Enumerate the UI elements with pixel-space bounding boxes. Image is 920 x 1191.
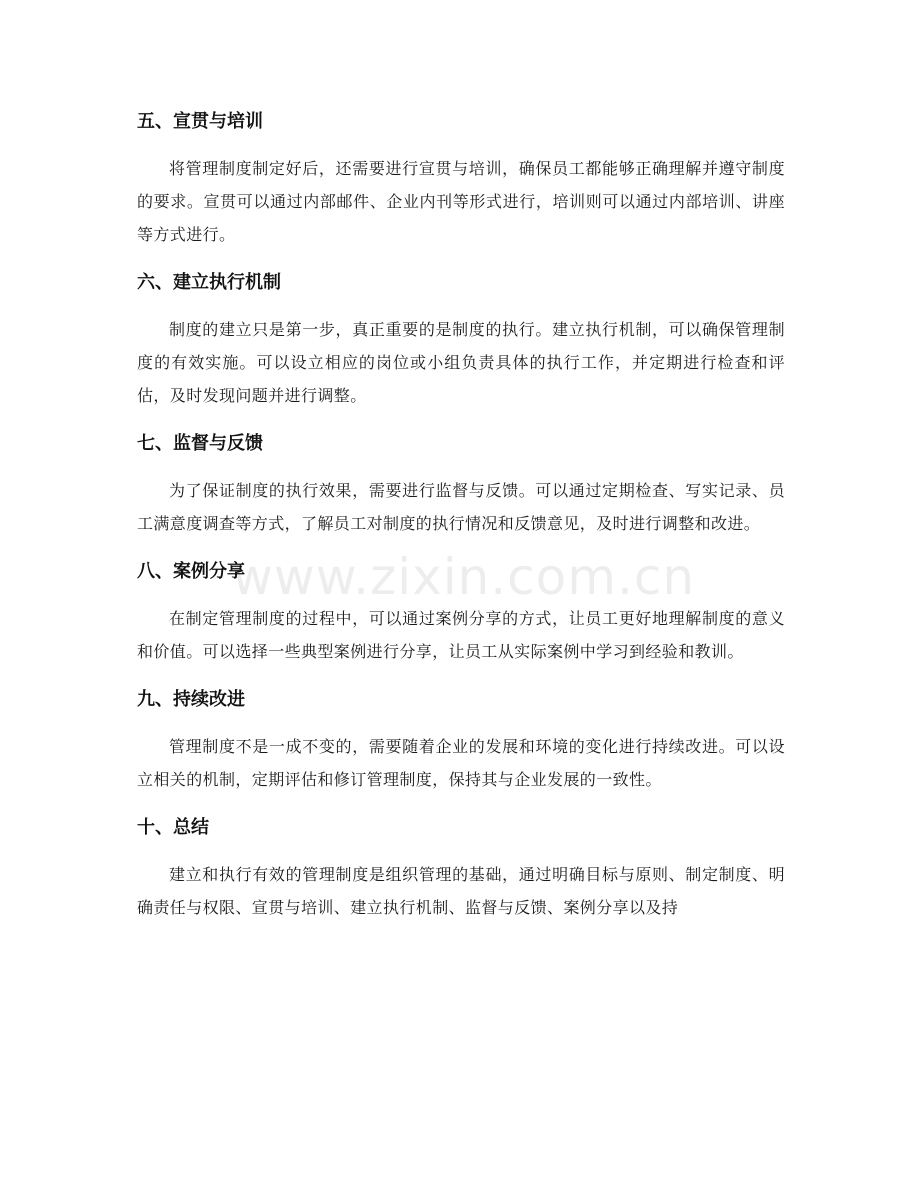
section-paragraph: 为了保证制度的执行效果，需要进行监督与反馈。可以通过定期检查、写实记录、员工满意度调查等方式，了解员工对制度的执行情况和反馈意见，及时进行调整和改进。 — [137, 481, 785, 533]
section-heading: 七、监督与反馈 — [137, 433, 263, 454]
section-case-sharing — [137, 554, 785, 668]
watermark: www.zixin.com.cn — [232, 548, 696, 606]
section-heading: 五、宣贯与培训 — [137, 111, 263, 132]
section-summary — [137, 810, 785, 924]
section-heading: 十、总结 — [137, 817, 209, 838]
section-paragraph: 制度的建立只是第一步，真正重要的是制度的执行。建立执行机制，可以确保管理制度的有效实施。可以设立相应的岗位或小组负责具体的执行工作，并定期进行检查和评估，及时发现问题并进行调整。 — [137, 320, 785, 405]
section-execution-mechanism — [137, 265, 785, 412]
section-heading: 六、建立执行机制 — [137, 272, 281, 293]
section-paragraph: 在制定管理制度的过程中，可以通过案例分享的方式，让员工更好地理解制度的意义和价值。可以选择一些典型案例进行分享，让员工从实际案例中学习到经验和教训。 — [137, 609, 785, 661]
section-heading: 八、案例分享 — [137, 561, 245, 582]
section-paragraph: 将管理制度制定好后，还需要进行宣贯与培训，确保员工都能够正确理解并遵守制度的要求。宣贯可以通过内部邮件、企业内刊等形式进行，培训则可以通过内部培训、讲座等方式进行。 — [137, 159, 785, 244]
section-supervision-feedback — [137, 426, 785, 540]
section-paragraph: 建立和执行有效的管理制度是组织管理的基础，通过明确目标与原则、制定制度、明确责任与权限、宣贯与培训、建立执行机制、监督与反馈、案例分享以及持 — [137, 865, 785, 917]
document-body — [137, 104, 785, 938]
section-continuous-improvement — [137, 682, 785, 796]
section-paragraph: 管理制度不是一成不变的，需要随着企业的发展和环境的变化进行持续改进。可以设立相关的机制，定期评估和修订管理制度，保持其与企业发展的一致性。 — [137, 737, 785, 789]
section-heading: 九、持续改进 — [137, 689, 245, 710]
section-training — [137, 104, 785, 251]
